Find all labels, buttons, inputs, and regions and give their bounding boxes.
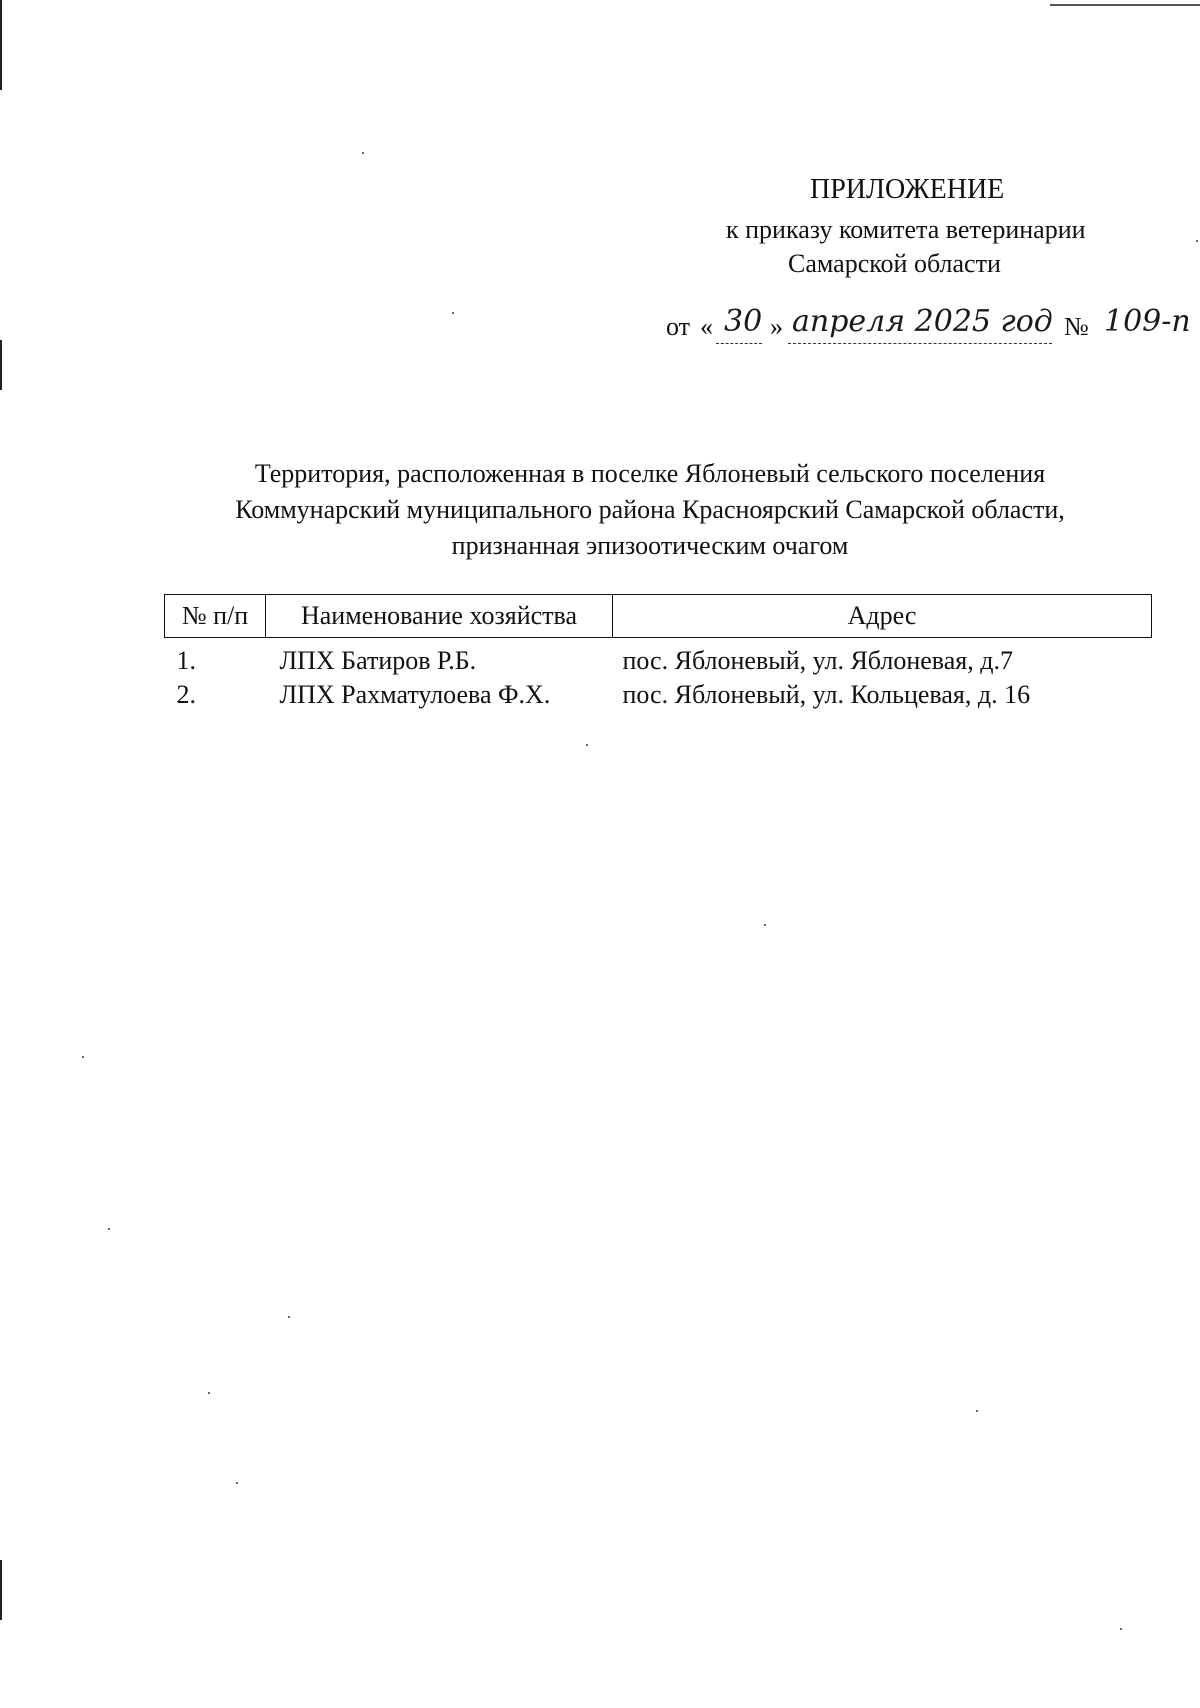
households-table: [164, 594, 1152, 714]
order-from-label: от: [666, 312, 691, 341]
order-number-handwritten: 109-п: [1104, 304, 1191, 339]
scan-speck: [236, 1482, 238, 1484]
scan-edge-mark: [0, 0, 2, 90]
document-heading: [120, 456, 1180, 564]
scan-top-mark: [1050, 4, 1200, 6]
scan-speck: [764, 924, 766, 926]
scan-speck: [586, 744, 588, 746]
scan-speck: [108, 1228, 110, 1230]
scan-speck: [1120, 1628, 1122, 1630]
order-number-label: №: [1064, 312, 1089, 341]
row-number: 1.: [176, 646, 196, 675]
scan-speck: [1196, 240, 1198, 242]
household-address: пос. Яблоневый, ул. Кольцевая, д. 16: [622, 680, 1031, 709]
date-underline: [788, 342, 1052, 344]
appendix-line-2: Самарской области: [788, 249, 1001, 278]
heading-line-2: Коммунарский муниципального района Красноярский Самарской области,: [235, 495, 1065, 524]
scan-edge-mark: [0, 1560, 2, 1620]
household-name: ЛПХ Рахматулоева Ф.Х.: [279, 680, 551, 709]
column-header-address: Адрес: [613, 595, 1152, 638]
column-header-number: № п/п: [165, 595, 266, 638]
scan-speck: [976, 1410, 978, 1412]
order-close-quote: »: [770, 312, 783, 341]
heading-line-3: признанная эпизоотическим очагом: [451, 531, 849, 560]
household-address: пос. Яблоневый, ул. Яблоневая, д.7: [622, 646, 1013, 675]
day-underline: [716, 342, 762, 344]
table-header-row: [165, 595, 1152, 638]
household-name: ЛПХ Батиров Р.Б.: [279, 646, 477, 675]
heading-line-1: Территория, расположенная в поселке Яблоневый сельского поселения: [254, 459, 1046, 488]
scan-speck: [452, 312, 454, 314]
order-day-handwritten: 30: [724, 304, 763, 339]
order-reference: [666, 300, 1200, 360]
scan-speck: [208, 1392, 210, 1394]
table-row: [165, 638, 1152, 681]
row-number: 2.: [176, 680, 196, 709]
appendix-line-1: к приказу комитета ветеринарии: [726, 215, 1086, 244]
column-header-household: Наименование хозяйства: [266, 595, 613, 638]
order-month-year-handwritten: апреля 2025 год: [792, 304, 1053, 339]
scan-speck: [82, 1056, 84, 1058]
order-open-quote: «: [700, 312, 713, 341]
scan-edge-mark: [0, 340, 2, 390]
scan-speck: [362, 152, 364, 154]
scan-speck: [288, 1316, 290, 1318]
table-row: [165, 680, 1152, 714]
appendix-title: ПРИЛОЖЕНИЕ: [810, 174, 1005, 205]
